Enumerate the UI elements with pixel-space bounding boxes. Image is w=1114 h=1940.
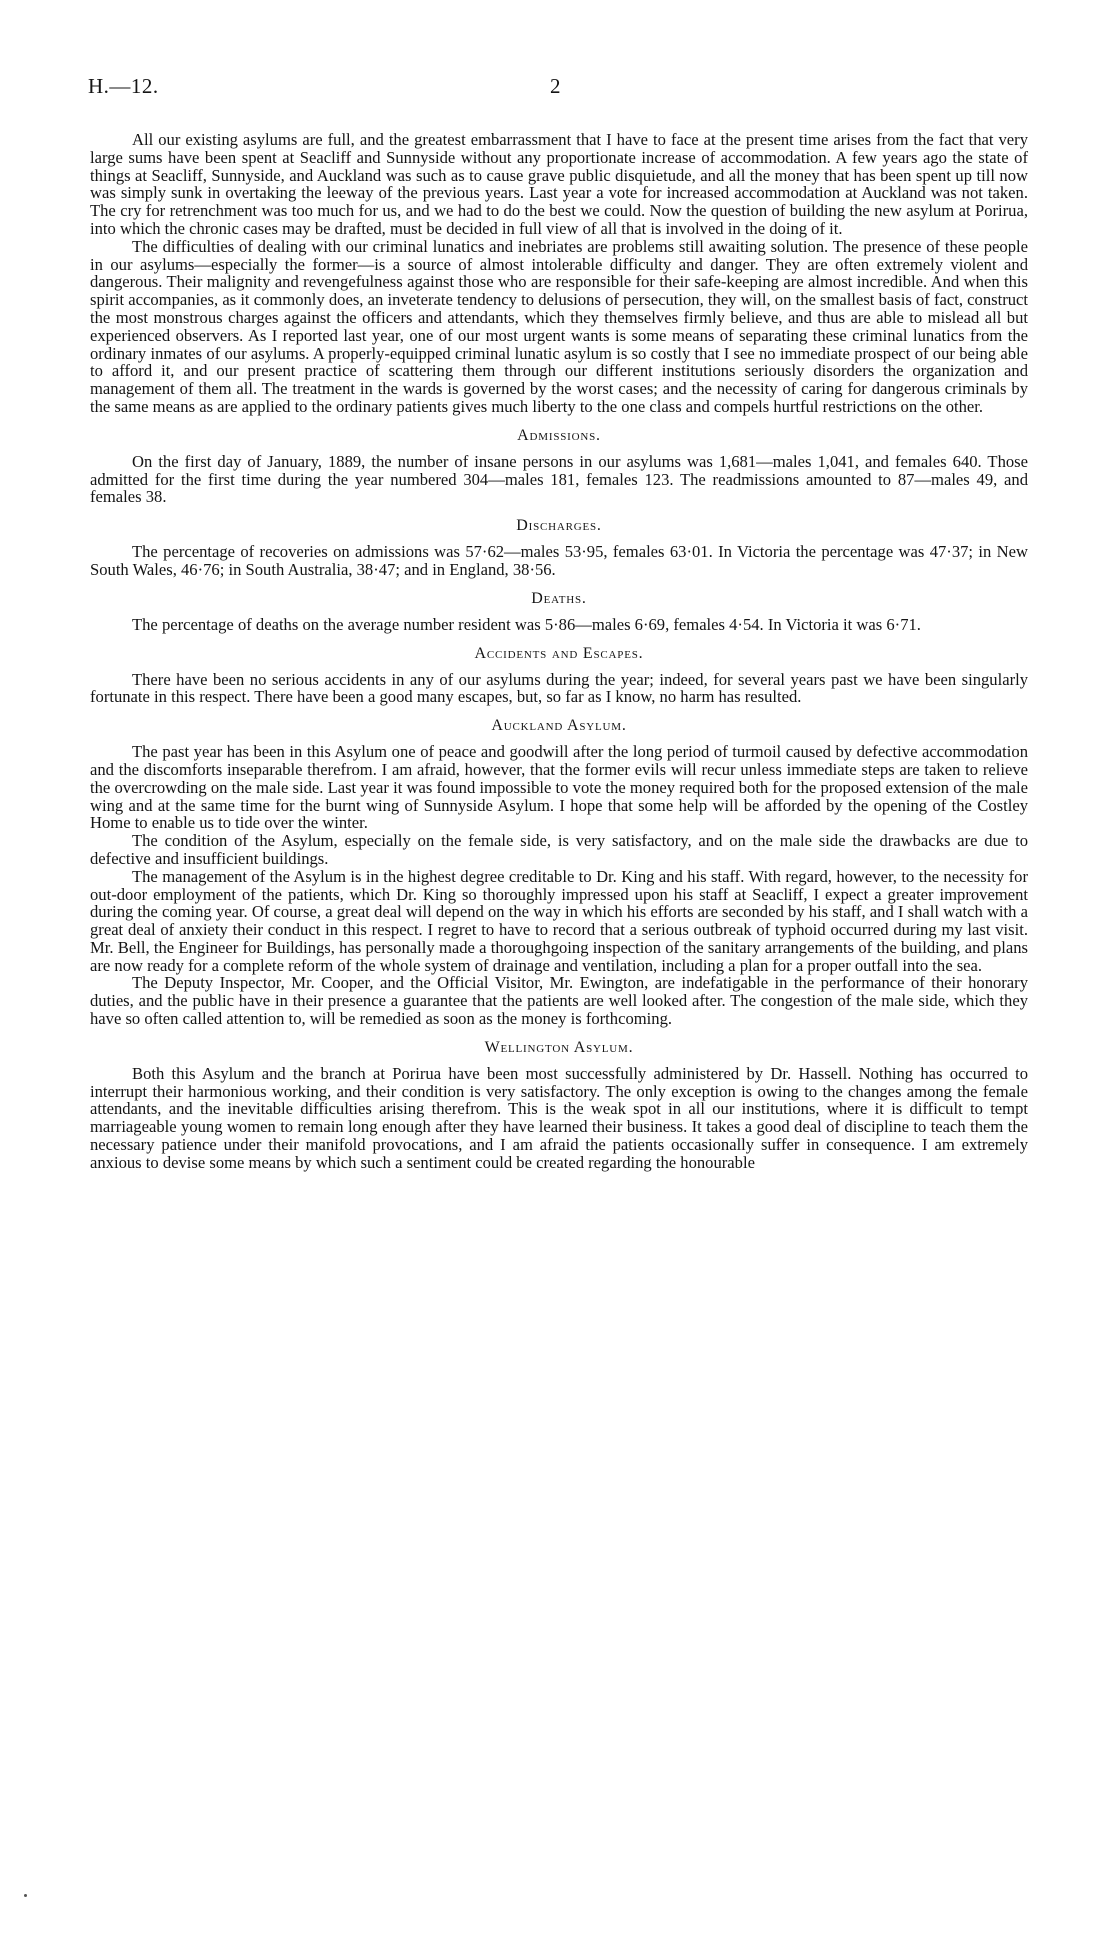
accidents-paragraph: There have been no serious accidents in any of our asylums during the year; indeed, for several years past we have been singularly fortunate in this respect. There have been a good many escapes, but, so far as I know, no harm has resulted. <box>90 669 1028 707</box>
scan-speck <box>24 1894 27 1897</box>
intro-paragraph-asylums-full: All our existing asylums are full, and the greatest embarrassment that I have to face at the present time arises from the fact that very large sums have been spent at Seacliff and Sunnyside without any proportionate increase of accommodation. A few years ago the state of things at Seacliff, Sunnyside, and Auckland was such as to cause grave public disquietude, and all the money that has been spent up till now was simply sunk in overtaking the leeway of the previous years. Last year a vote for increased accommodation at Auckland was not taken. The cry for retrenchment was too much for us, and we had to do the best we could. Now the question of building the new asylum at Porirua, into which the chronic cases may be drafted, must be decided in full view of all that is involved in the doing of it. <box>90 130 1028 238</box>
admissions-paragraph: On the first day of January, 1889, the number of insane persons in our asylums was 1,681—males 1,041, and females 640. Those admitted for the first time during the year numbered 304—males 181, females 123. The readmissions amounted to 87—males 49, and females 38. <box>90 451 1028 507</box>
body-text <box>90 131 1028 1172</box>
wellington-asylum-heading: Wellington Asylum. <box>484 1038 634 1056</box>
accidents-heading: Accidents and Escapes. <box>474 644 644 662</box>
document-reference: H.—12. <box>88 74 159 98</box>
auckland-paragraph-4: The Deputy Inspector, Mr. Cooper, and the Official Visitor, Mr. Ewington, are indefatigable in the performance of their honorary duties, and the public have in their presence a guarantee that the patients are well looked after. The congestion of the male side, which they have so often called attention to, will be remedied as soon as the money is forthcoming. <box>90 973 1028 1029</box>
admissions-heading: Admissions. <box>517 426 601 444</box>
wellington-paragraph: Both this Asylum and the branch at Porirua have been most successfully administered by Dr. Hassell. Nothing has occurred to interrupt their harmonious working, and their condition is very satisfactory. The only exception is owing to the changes among the female attendants, and the inevitable difficulties arising therefrom. This is the weak spot in all our institutions, where it is difficult to tempt marriageable young women to remain long enough after they have learned their business. It takes a good deal of discipline to teach them the necessary patience under their manifold provocations, and I am afraid the patients occasionally suffer in consequence. I am extremely anxious to devise some means by which such a sentiment could be created regarding the honourable <box>90 1063 1028 1172</box>
auckland-asylum-heading: Auckland Asylum. <box>491 717 627 735</box>
discharges-paragraph: The percentage of recoveries on admissions was 57·62—males 53·95, females 63·01. In Victoria the percentage was 47·37; in New South Wales, 46·76; in South Australia, 38·47; and in England, 38·56. <box>90 542 1028 579</box>
auckland-paragraph-2: The condition of the Asylum, especially on the female side, is very satisfactory, and on the male side the drawbacks are due to defective and insufficient buildings. <box>90 831 1028 868</box>
page-number: 2 <box>550 74 561 98</box>
deaths-paragraph: The percentage of deaths on the average number resident was 5·86—males 6·69, females 4·54. In Victoria it was 6·71. <box>132 614 921 634</box>
running-header <box>88 74 1028 100</box>
auckland-paragraph-1: The past year has been in this Asylum one of peace and goodwill after the long period of turmoil caused by defective accommodation and the discomforts inseparable therefrom. I am afraid, however, that the former evils will recur unless immediate steps are taken to relieve the overcrowding on the male side. Last year it was found impossible to vote the money required both for the proposed extension of the male wing and at the same time for the burnt wing of Sunnyside Asylum. I hope that some help will be afforded by the opening of the Costley Home to enable us to tide over the winter. <box>90 742 1028 833</box>
auckland-paragraph-3: The management of the Asylum is in the highest degree creditable to Dr. King and his staff. With regard, however, to the necessity for out-door employment of the patients, which Dr. King so thoroughly impressed upon his staff at Seacliff, I expect a greater improvement during the coming year. Of course, a great deal will depend on the way in which his efforts are seconded by his staff, and I shall watch with a great deal of anxiety their conduct in this respect. I regret to have to record that a serious outbreak of typhoid occurred during my last visit. Mr. Bell, the Engineer for Buildings, has personally made a thoroughgoing inspection of the sanitary arrangements of the building, and plans are now ready for a complete reform of the whole system of drainage and ventilation, including a plan for a proper outfall into the sea. <box>90 866 1028 975</box>
discharges-heading: Discharges. <box>516 517 602 535</box>
deaths-heading: Deaths. <box>531 589 587 607</box>
intro-paragraph-criminal-lunatics: The difficulties of dealing with our criminal lunatics and inebriates are problems still awaiting solution. The presence of these people in our asylums—especially the former—is a source of almost intolerable difficulty and danger. They are often extremely violent and dangerous. Their malignity and revengefulness against those who are responsible for their safe-keeping are almost incredible. And when this spirit accompanies, as it commonly does, an inveterate tendency to delusions of persecution, they will, on the smallest basis of fact, construct the most monstrous charges against the officers and attendants, which they themselves firmly believe, and thus are able to mislead all but experienced observers. As I reported last year, one of our most urgent wants is some means of separating these criminal lunatics from the ordinary inmates of our asylums. A properly-equipped criminal lunatic asylum is so costly that I see no immediate prospect of our being able to afford it, and our present practice of scattering them through our different institutions seriously disorders the organization and management of them all. The treatment in the wards is governed by the worst cases; and the necessity of caring for dangerous criminals by the same means as are applied to the ordinary patients gives much liberty to the one class and compels hurtful restrictions on the other. <box>90 236 1028 416</box>
